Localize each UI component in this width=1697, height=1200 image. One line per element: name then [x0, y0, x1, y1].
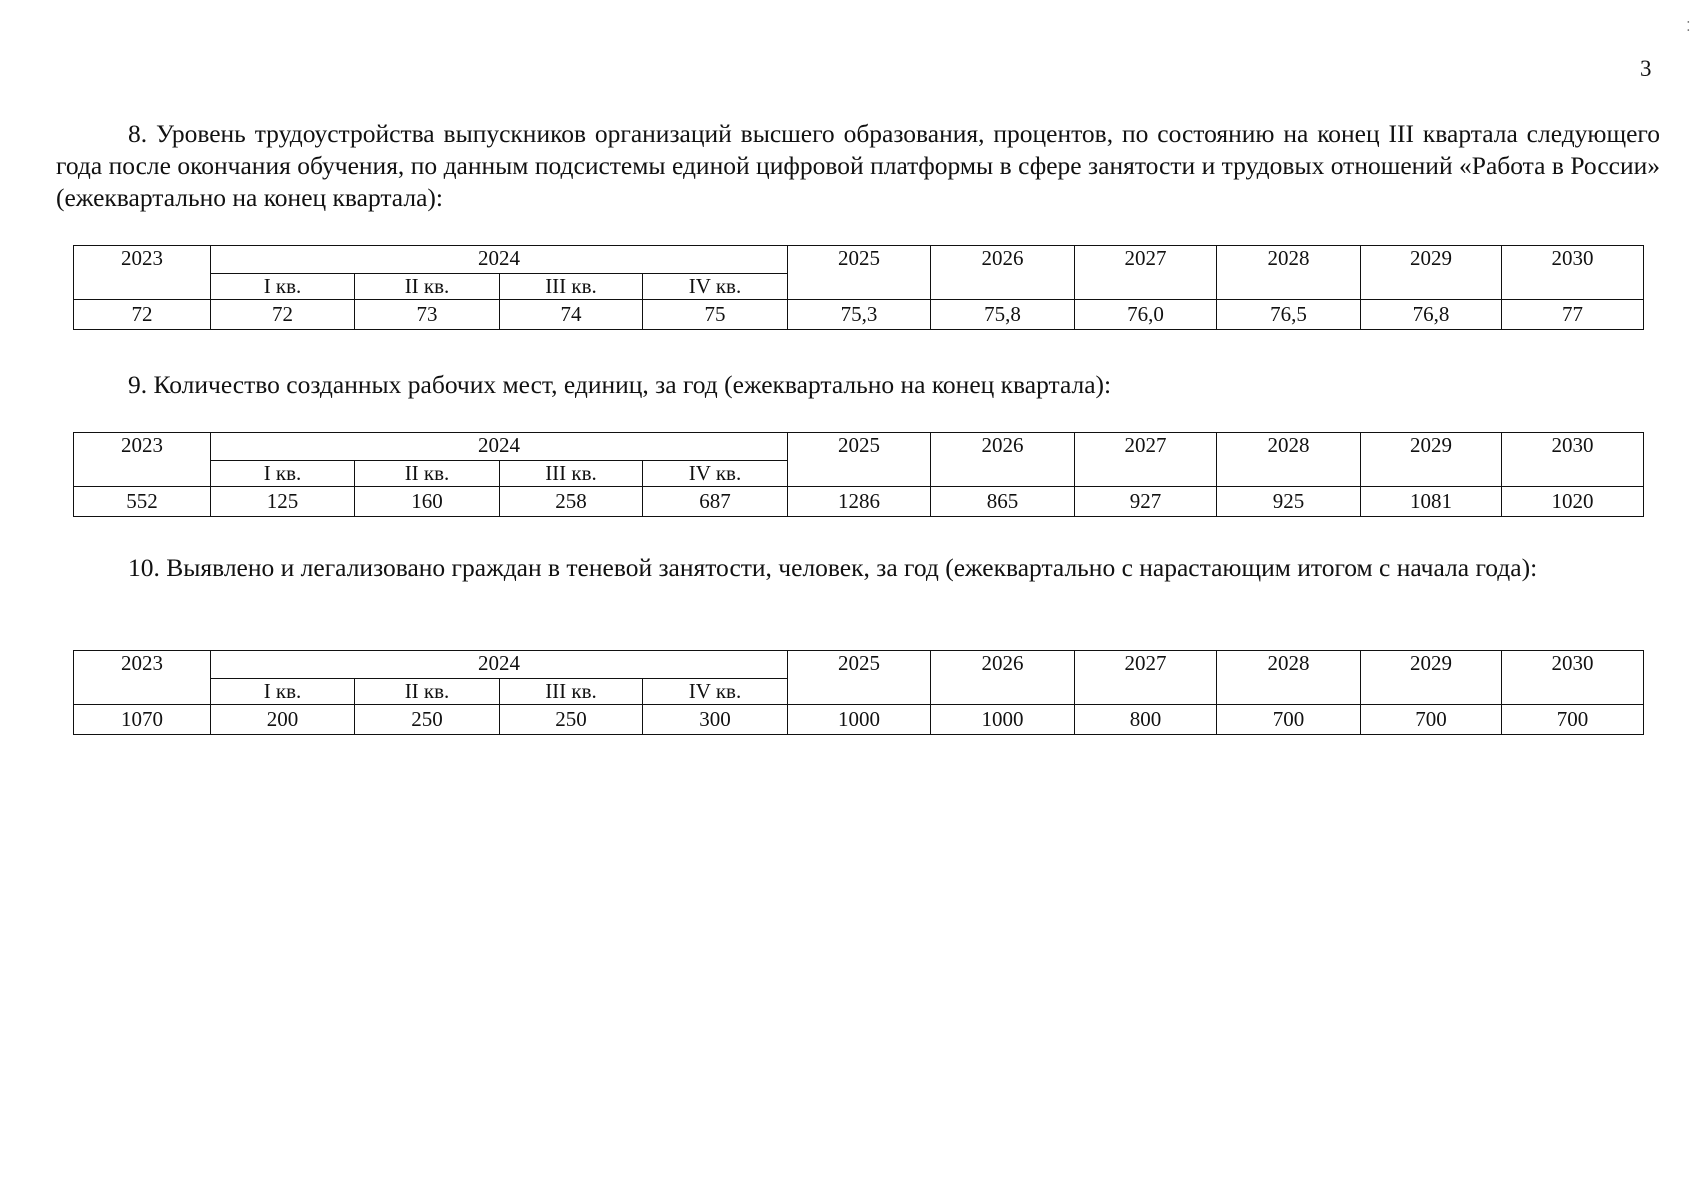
value-cell: 74 [500, 300, 643, 330]
header-2025: 2025 [788, 246, 931, 300]
header-2028: 2028 [1217, 246, 1361, 300]
value-cell: 1000 [788, 705, 931, 735]
value-cell: 927 [1075, 487, 1217, 517]
value-cell: 250 [355, 705, 500, 735]
header-2023: 2023 [74, 433, 211, 487]
value-cell: 1286 [788, 487, 931, 517]
header-2024: 2024 [211, 433, 788, 461]
value-cell: 552 [74, 487, 211, 517]
value-cell: 76,8 [1361, 300, 1502, 330]
indicator-8-table [73, 245, 1644, 330]
value-cell: 700 [1217, 705, 1361, 735]
header-2026: 2026 [931, 433, 1075, 487]
header-q1: I кв. [211, 461, 355, 487]
header-2028: 2028 [1217, 433, 1361, 487]
header-q4: IV кв. [643, 461, 788, 487]
indicator-8-text: 8. Уровень трудоустройства выпускников организаций высшего образования, процентов, по состоянию на конец III квартала следующего года после окончания обучения, по данным подсистемы единой цифровой платформы в сфере занятости и трудовых отношений «Работа в России» (ежеквартально на конец квартала): [56, 119, 1660, 212]
header-q1: I кв. [211, 679, 355, 705]
header-q3: III кв. [500, 679, 643, 705]
header-2030: 2030 [1502, 246, 1644, 300]
header-q2: II кв. [355, 461, 500, 487]
value-cell: 687 [643, 487, 788, 517]
header-q2: II кв. [355, 274, 500, 300]
value-cell: 1081 [1361, 487, 1502, 517]
header-2025: 2025 [788, 433, 931, 487]
value-cell: 200 [211, 705, 355, 735]
value-cell: 77 [1502, 300, 1644, 330]
value-cell: 1000 [931, 705, 1075, 735]
header-2025: 2025 [788, 651, 931, 705]
value-cell: 160 [355, 487, 500, 517]
header-q3: III кв. [500, 274, 643, 300]
value-cell: 75,3 [788, 300, 931, 330]
header-2023: 2023 [74, 246, 211, 300]
value-cell: 925 [1217, 487, 1361, 517]
value-cell: 258 [500, 487, 643, 517]
indicator-9-text: 9. Количество созданных рабочих мест, единиц, за год (ежеквартально на конец квартала): [128, 370, 1112, 399]
value-cell: 73 [355, 300, 500, 330]
header-2028: 2028 [1217, 651, 1361, 705]
header-2027: 2027 [1075, 246, 1217, 300]
value-cell: 75,8 [931, 300, 1075, 330]
header-2023: 2023 [74, 651, 211, 705]
header-q2: II кв. [355, 679, 500, 705]
header-2026: 2026 [931, 651, 1075, 705]
header-2029: 2029 [1361, 651, 1502, 705]
value-cell: 72 [74, 300, 211, 330]
header-q1: I кв. [211, 274, 355, 300]
header-q4: IV кв. [643, 274, 788, 300]
indicator-9-table [73, 432, 1644, 517]
header-2027: 2027 [1075, 651, 1217, 705]
value-cell: 76,5 [1217, 300, 1361, 330]
header-2027: 2027 [1075, 433, 1217, 487]
indicator-10-text: 10. Выявлено и легализовано граждан в теневой занятости, человек, за год (ежеквартально с нарастающим итогом с начала года): [128, 553, 1538, 582]
header-q4: IV кв. [643, 679, 788, 705]
value-cell: 700 [1502, 705, 1644, 735]
value-cell: 800 [1075, 705, 1217, 735]
header-2030: 2030 [1502, 651, 1644, 705]
page-number: 3 [1640, 56, 1652, 81]
header-2029: 2029 [1361, 246, 1502, 300]
header-2030: 2030 [1502, 433, 1644, 487]
value-cell: 76,0 [1075, 300, 1217, 330]
indicator-10-table [73, 650, 1644, 735]
value-cell: 125 [211, 487, 355, 517]
header-2024: 2024 [211, 651, 788, 679]
value-cell: 75 [643, 300, 788, 330]
corner-marks: · · [1679, 19, 1695, 33]
header-2024: 2024 [211, 246, 788, 274]
value-cell: 700 [1361, 705, 1502, 735]
value-cell: 1020 [1502, 487, 1644, 517]
value-cell: 865 [931, 487, 1075, 517]
value-cell: 250 [500, 705, 643, 735]
value-cell: 300 [643, 705, 788, 735]
value-cell: 1070 [74, 705, 211, 735]
header-2029: 2029 [1361, 433, 1502, 487]
header-2026: 2026 [931, 246, 1075, 300]
header-q3: III кв. [500, 461, 643, 487]
value-cell: 72 [211, 300, 355, 330]
